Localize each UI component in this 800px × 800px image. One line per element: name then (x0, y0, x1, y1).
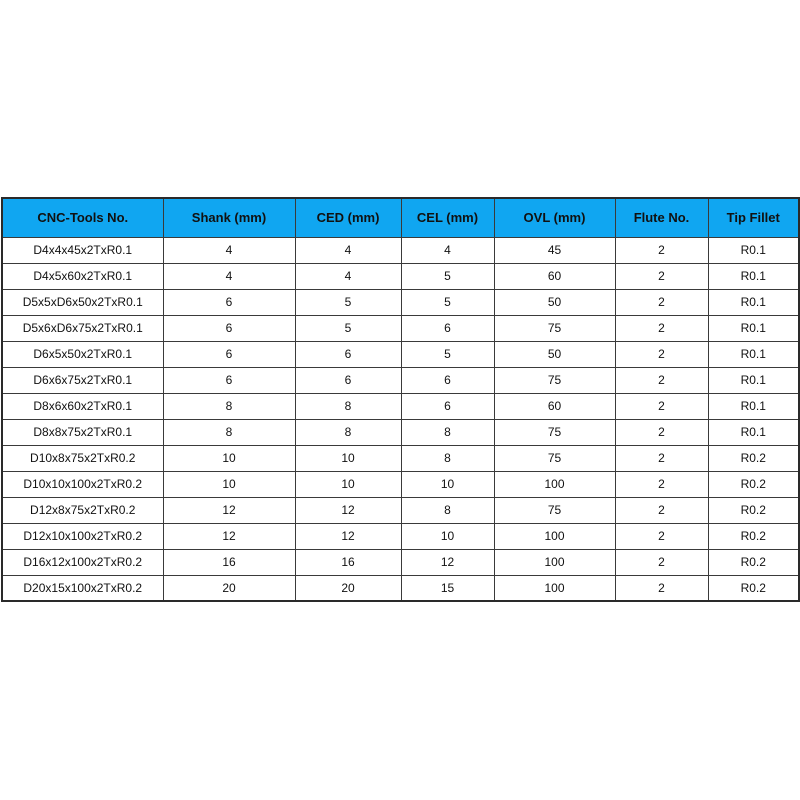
table-row (2, 315, 799, 341)
cell-flute-no: 2 (615, 575, 708, 601)
cell-cel: 8 (401, 497, 494, 523)
cell-cel: 5 (401, 289, 494, 315)
cnc-tools-spec-table (1, 197, 800, 602)
cell-flute-no: 2 (615, 523, 708, 549)
cell-ovl: 100 (494, 471, 615, 497)
cell-cel: 10 (401, 471, 494, 497)
cell-ovl: 100 (494, 523, 615, 549)
table-row (2, 497, 799, 523)
cell-tool-no: D10x8x75x2TxR0.2 (2, 445, 163, 471)
cell-tool-no: D20x15x100x2TxR0.2 (2, 575, 163, 601)
cell-tip-fillet: R0.1 (708, 393, 799, 419)
cell-shank: 8 (163, 393, 295, 419)
cell-cel: 15 (401, 575, 494, 601)
cell-shank: 4 (163, 263, 295, 289)
cell-flute-no: 2 (615, 341, 708, 367)
cell-ovl: 75 (494, 419, 615, 445)
table-row (2, 549, 799, 575)
cell-cel: 12 (401, 549, 494, 575)
cell-flute-no: 2 (615, 289, 708, 315)
cell-tool-no: D12x10x100x2TxR0.2 (2, 523, 163, 549)
cell-tool-no: D8x8x75x2TxR0.1 (2, 419, 163, 445)
cell-ced: 12 (295, 497, 401, 523)
table-row (2, 341, 799, 367)
cell-flute-no: 2 (615, 367, 708, 393)
column-header-flute-no: Flute No. (615, 198, 708, 237)
cell-shank: 8 (163, 419, 295, 445)
cell-flute-no: 2 (615, 471, 708, 497)
cell-flute-no: 2 (615, 393, 708, 419)
cell-tool-no: D4x4x45x2TxR0.1 (2, 237, 163, 263)
cell-ced: 5 (295, 289, 401, 315)
cell-cel: 6 (401, 393, 494, 419)
cell-tip-fillet: R0.1 (708, 341, 799, 367)
cell-flute-no: 2 (615, 497, 708, 523)
cell-flute-no: 2 (615, 237, 708, 263)
cell-tip-fillet: R0.2 (708, 497, 799, 523)
cell-tip-fillet: R0.1 (708, 289, 799, 315)
cell-tip-fillet: R0.2 (708, 445, 799, 471)
cell-cel: 5 (401, 263, 494, 289)
cell-tool-no: D6x5x50x2TxR0.1 (2, 341, 163, 367)
cell-tool-no: D4x5x60x2TxR0.1 (2, 263, 163, 289)
cell-cel: 5 (401, 341, 494, 367)
cell-tool-no: D5x5xD6x50x2TxR0.1 (2, 289, 163, 315)
column-header-ced: CED (mm) (295, 198, 401, 237)
table-row (2, 393, 799, 419)
cell-tool-no: D12x8x75x2TxR0.2 (2, 497, 163, 523)
cell-ced: 8 (295, 393, 401, 419)
table-row (2, 445, 799, 471)
cell-flute-no: 2 (615, 315, 708, 341)
cell-shank: 6 (163, 315, 295, 341)
table-row (2, 237, 799, 263)
cell-tool-no: D10x10x100x2TxR0.2 (2, 471, 163, 497)
cell-ovl: 50 (494, 341, 615, 367)
cell-cel: 8 (401, 445, 494, 471)
cell-ovl: 60 (494, 263, 615, 289)
cell-ovl: 60 (494, 393, 615, 419)
cell-cel: 6 (401, 367, 494, 393)
cell-shank: 10 (163, 445, 295, 471)
cell-ovl: 100 (494, 549, 615, 575)
cell-tip-fillet: R0.1 (708, 237, 799, 263)
cell-shank: 6 (163, 289, 295, 315)
cell-tool-no: D16x12x100x2TxR0.2 (2, 549, 163, 575)
column-header-shank: Shank (mm) (163, 198, 295, 237)
cell-flute-no: 2 (615, 419, 708, 445)
table-row (2, 289, 799, 315)
table-row (2, 471, 799, 497)
cell-ced: 5 (295, 315, 401, 341)
cell-ced: 20 (295, 575, 401, 601)
cell-shank: 6 (163, 367, 295, 393)
cell-flute-no: 2 (615, 445, 708, 471)
cell-ovl: 75 (494, 367, 615, 393)
cell-tip-fillet: R0.2 (708, 471, 799, 497)
cell-ced: 6 (295, 367, 401, 393)
cell-tip-fillet: R0.2 (708, 575, 799, 601)
header-row (2, 198, 799, 237)
table-row (2, 575, 799, 601)
cell-cel: 4 (401, 237, 494, 263)
cell-ovl: 50 (494, 289, 615, 315)
cell-ced: 8 (295, 419, 401, 445)
cell-ovl: 75 (494, 315, 615, 341)
table-row (2, 367, 799, 393)
column-header-tool-no: CNC-Tools No. (2, 198, 163, 237)
cell-flute-no: 2 (615, 263, 708, 289)
cell-shank: 4 (163, 237, 295, 263)
table-body (2, 237, 799, 601)
cell-ced: 4 (295, 263, 401, 289)
cell-shank: 12 (163, 497, 295, 523)
cell-tip-fillet: R0.2 (708, 523, 799, 549)
cell-cel: 10 (401, 523, 494, 549)
cell-cel: 6 (401, 315, 494, 341)
column-header-cel: CEL (mm) (401, 198, 494, 237)
cell-ced: 10 (295, 471, 401, 497)
cell-ced: 16 (295, 549, 401, 575)
column-header-ovl: OVL (mm) (494, 198, 615, 237)
cell-shank: 20 (163, 575, 295, 601)
cell-ced: 10 (295, 445, 401, 471)
cell-ovl: 75 (494, 445, 615, 471)
cell-tool-no: D6x6x75x2TxR0.1 (2, 367, 163, 393)
cell-shank: 6 (163, 341, 295, 367)
cell-tip-fillet: R0.1 (708, 419, 799, 445)
cell-tip-fillet: R0.1 (708, 367, 799, 393)
cell-ced: 6 (295, 341, 401, 367)
cell-tip-fillet: R0.1 (708, 315, 799, 341)
cell-shank: 10 (163, 471, 295, 497)
cell-tool-no: D8x6x60x2TxR0.1 (2, 393, 163, 419)
cell-shank: 12 (163, 523, 295, 549)
cell-tip-fillet: R0.2 (708, 549, 799, 575)
cell-ovl: 45 (494, 237, 615, 263)
table-row (2, 523, 799, 549)
cell-ced: 4 (295, 237, 401, 263)
cell-shank: 16 (163, 549, 295, 575)
table-row (2, 263, 799, 289)
cell-ovl: 100 (494, 575, 615, 601)
cell-tool-no: D5x6xD6x75x2TxR0.1 (2, 315, 163, 341)
cell-ovl: 75 (494, 497, 615, 523)
cell-flute-no: 2 (615, 549, 708, 575)
cell-tip-fillet: R0.1 (708, 263, 799, 289)
table-row (2, 419, 799, 445)
column-header-tip-fillet: Tip Fillet (708, 198, 799, 237)
cell-ced: 12 (295, 523, 401, 549)
cell-cel: 8 (401, 419, 494, 445)
